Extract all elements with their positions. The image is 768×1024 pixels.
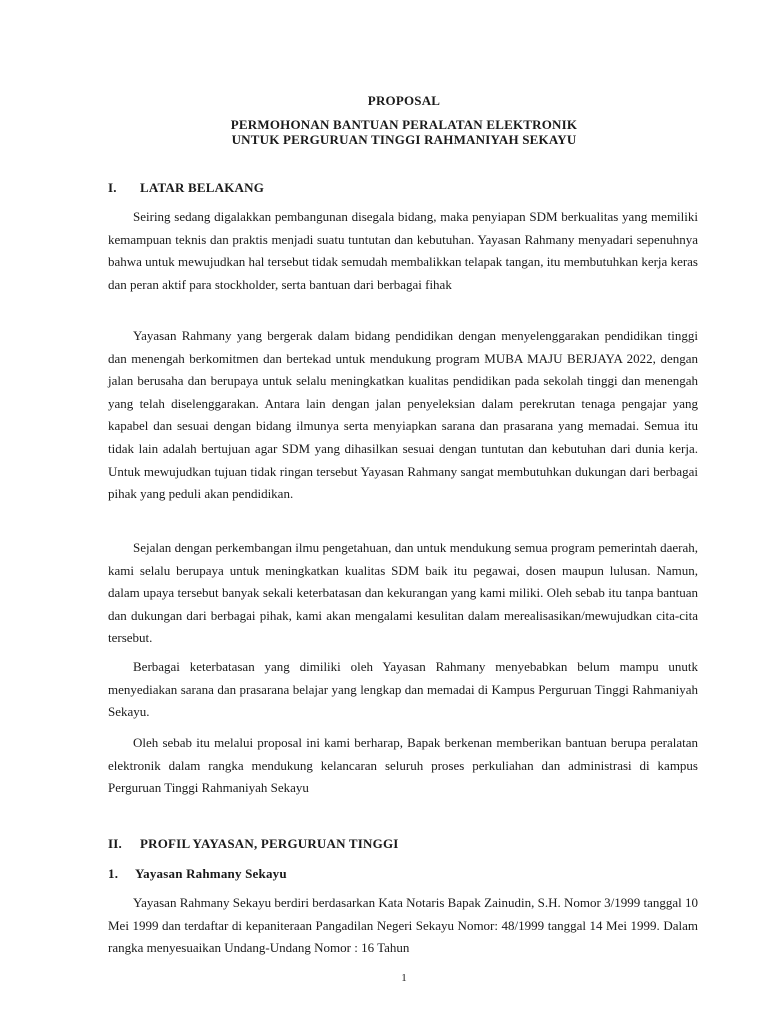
paragraph-latar-belakang-4: Berbagai keterbatasan yang dimiliki oleh Yayasan Rahmany menyebabkan belum mampu unutk menyediakan sarana dan prasarana belajar yang lengkap dan memadai di Kampus Perguruan Tinggi Rahmaniyah Sekayu. — [108, 659, 698, 720]
section-heading-profil — [108, 836, 399, 852]
document-subtitle-line1: PERMOHONAN BANTUAN PERALATAN ELEKTRONIK — [230, 117, 578, 132]
paragraph-latar-belakang-1: Seiring sedang digalakkan pembangunan disegala bidang, maka penyiapan SDM berkualitas yang memiliki kemampuan teknis dan praktis menjadi suatu tuntutan dan kebutuhan. Yayasan Rahmany menyadari sepenuhnya bahwa untuk mewujudkan hal tersebut tidak semudah membalikkan telapak tangan, itu membutuhkan kerja keras dan peran aktif para stockholder, serta bantuan dari berbagai fihak — [108, 209, 698, 292]
section-number: I. — [108, 180, 117, 195]
subsection-heading-yayasan — [108, 866, 287, 882]
paragraph-latar-belakang-2: Yayasan Rahmany yang bergerak dalam bidang pendidikan dengan menyelenggarakan pendidikan tinggi dan menengah berkomitmen dan bertekad untuk mendukung program MUBA MAJU BERJAYA 2022, dengan jalan berusaha dan berupaya untuk selalu meningkatkan kualitas pendidikan pada sekolah tinggi dan menengah yang telah diselenggarakan. Antara lain dengan jalan penyeleksian dalam perekrutan tenaga pengajar yang kapabel dan sesuai dengan bidang ilmunya serta menyiapkan sarana dan prasarana yang memadai. Semua itu tidak lain adalah bertujuan agar SDM yang dihasilkan sesuai dengan tuntutan dan kebutuhan dari dunia kerja. Untuk mewujudkan tujuan tidak ringan tersebut Yayasan Rahmany sangat membutuhkan dukungan dari berbagai pihak yang peduli akan pendidikan. — [108, 328, 698, 502]
subsection-number: 1. — [108, 866, 119, 881]
paragraph-latar-belakang-3: Sejalan dengan perkembangan ilmu pengetahuan, dan untuk mendukung semua program pemerintah daerah, kami selalu berupaya untuk meningkatkan kualitas SDM baik itu pegawai, dosen maupun lulusan. Namun, dalam upaya tersebut banyak sekali keterbatasan dan kekurangan yang kami miliki. Oleh sebab itu tanpa bantuan dan dukungan dari berbagai pihak, kami akan mengalami kesulitan dalam merealisasikan/mewujudkan cita-cita tersebut. — [108, 540, 698, 646]
page-number: 1 — [401, 972, 407, 984]
paragraph-latar-belakang-5: Oleh sebab itu melalui proposal ini kami berharap, Bapak berkenan memberikan bantuan berupa peralatan elektronik dalam rangka mendukung kelancaran seluruh proses perkuliahan dan administrasi di kampus Perguruan Tinggi Rahmaniyah Sekayu — [108, 735, 698, 796]
section-heading-latar-belakang — [108, 180, 264, 196]
section-number: II. — [108, 836, 122, 851]
paragraph-yayasan-1: Yayasan Rahmany Sekayu berdiri berdasarkan Kata Notaris Bapak Zainudin, S.H. Nomor 3/1999 tanggal 10 Mei 1999 dan terdaftar di kepaniteraan Pangadilan Negeri Sekayu Nomor: 48/1999 tanggal 14 Mei 1999. Dalam rangka menyesuaikan Undang-Undang Nomor : 16 Tahun — [108, 895, 698, 956]
document-title: PROPOSAL — [367, 93, 441, 108]
section-heading-text: PROFIL YAYASAN, PERGURUAN TINGGI — [140, 836, 399, 851]
subsection-heading-text: Yayasan Rahmany Sekayu — [135, 866, 287, 881]
section-heading-text: LATAR BELAKANG — [140, 180, 265, 195]
document-subtitle-line2: UNTUK PERGURUAN TINGGI RAHMANIYAH SEKAYU — [231, 132, 577, 147]
